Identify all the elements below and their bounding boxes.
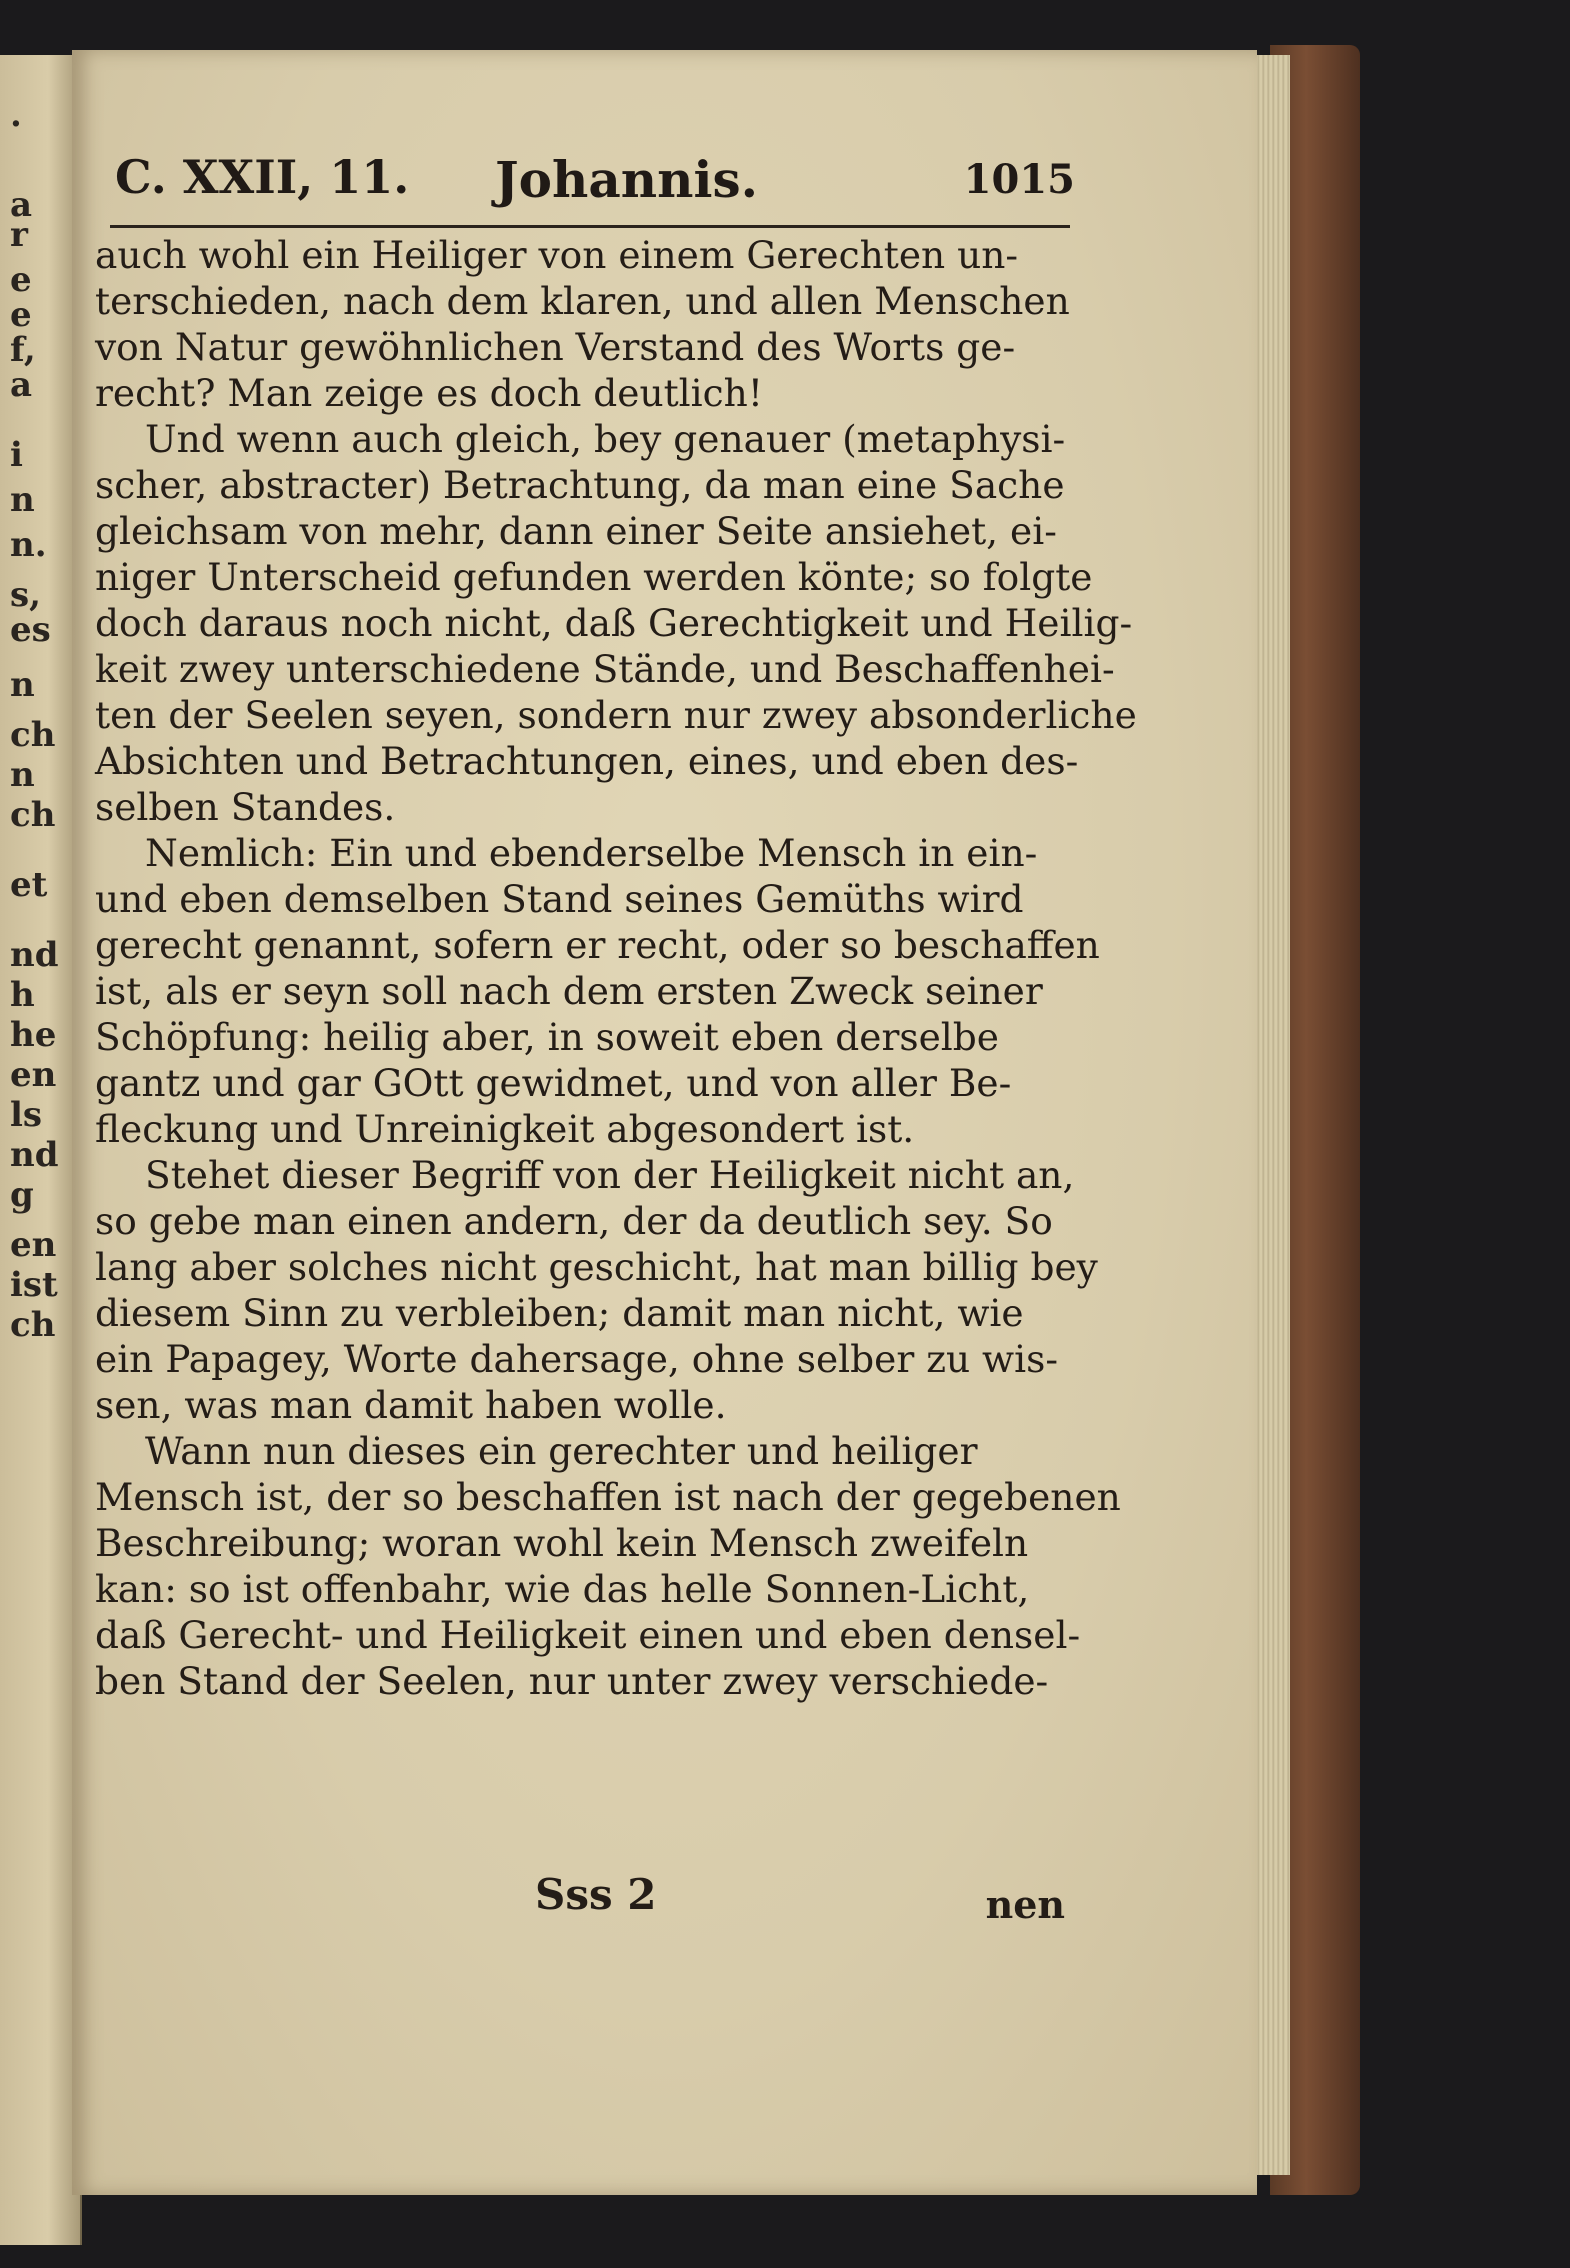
text-line: gantz und gar GOtt gewidmet, und von aller Be-	[95, 1061, 1012, 1105]
text-line: gerecht genannt, sofern er recht, oder so beschaffen	[95, 923, 1100, 967]
text-line: gleichsam von mehr, dann einer Seite ansiehet, ei-	[95, 509, 1057, 553]
facing-page-fragment: nd	[10, 935, 59, 975]
text-line: Absichten und Betrachtungen, eines, und eben des-	[95, 739, 1079, 783]
text-line: selben Standes.	[95, 785, 396, 829]
facing-page-fragment: nd	[10, 1135, 59, 1175]
text-line: scher, abstracter) Betrachtung, da man eine Sache	[95, 463, 1065, 507]
facing-page-fragment: en	[10, 1055, 57, 1095]
facing-page-fragment: n.	[10, 525, 47, 565]
text-line: so gebe man einen andern, der da deutlich sey. So	[95, 1199, 1053, 1243]
text-line: Und wenn auch gleich, bey genauer (metaphysi-	[145, 417, 1066, 461]
facing-page-fragment: ch	[10, 715, 56, 755]
text-line: sen, was man damit haben wolle.	[95, 1383, 727, 1427]
facing-page-fragment: f,	[10, 330, 36, 370]
facing-page-fragment: .	[10, 95, 22, 135]
catchword: nen	[985, 1882, 1065, 1927]
signature-mark: Sss 2	[535, 1870, 657, 1919]
running-header	[115, 150, 1075, 220]
facing-page-fragment: et	[10, 865, 48, 905]
page-number: 1015	[963, 156, 1075, 203]
running-title: Johannis.	[495, 150, 759, 209]
text-line: Beschreibung; woran wohl kein Mensch zweifeln	[95, 1521, 1029, 1565]
text-line: Mensch ist, der so beschaffen ist nach der gegebenen	[95, 1475, 1121, 1519]
page-footer	[95, 1870, 1065, 1930]
facing-page-fragment: ist	[10, 1265, 58, 1305]
facing-page-fragment: e	[10, 260, 32, 300]
facing-page-fragment: n	[10, 755, 35, 795]
facing-page-fragment: ls	[10, 1095, 43, 1135]
text-line: lang aber solches nicht geschicht, hat man billig bey	[95, 1245, 1098, 1289]
text-line: von Natur gewöhnlichen Verstand des Worts ge-	[95, 325, 1016, 369]
text-line: kan: so ist offenbahr, wie das helle Sonnen-Licht,	[95, 1567, 1030, 1611]
facing-page-fragment: n	[10, 480, 35, 520]
text-line: daß Gerecht- und Heiligkeit einen und eben densel-	[95, 1613, 1081, 1657]
facing-page-fragment: e	[10, 295, 32, 335]
facing-page-fragment: s,	[10, 575, 41, 615]
facing-page-fragment: ch	[10, 1305, 56, 1345]
text-line: ein Papagey, Worte dahersage, ohne selber zu wis-	[95, 1337, 1059, 1381]
text-line: ben Stand der Seelen, nur unter zwey verschiede-	[95, 1659, 1049, 1703]
text-line: keit zwey unterschiedene Stände, und Beschaffenhei-	[95, 647, 1115, 691]
body-text	[95, 232, 1137, 1704]
facing-page-fragment: a	[10, 185, 33, 225]
facing-page-fragment: ch	[10, 795, 56, 835]
text-line: terschieden, nach dem klaren, und allen Menschen	[95, 279, 1070, 323]
facing-page-fragment: n	[10, 665, 35, 705]
facing-page-fragment: he	[10, 1015, 57, 1055]
chapter-verse-ref: C. XXII, 11.	[115, 150, 410, 204]
text-line: Schöpfung: heilig aber, in soweit eben derselbe	[95, 1015, 999, 1059]
text-line: niger Unterscheid gefunden werden könte; so folgte	[95, 555, 1093, 599]
text-line: Nemlich: Ein und ebenderselbe Mensch in ein-	[145, 831, 1038, 875]
text-line: auch wohl ein Heiliger von einem Gerechten un-	[95, 233, 1019, 277]
facing-page-fragment: en	[10, 1225, 57, 1265]
text-line: doch daraus noch nicht, daß Gerechtigkeit und Heilig-	[95, 601, 1133, 645]
text-line: ten der Seelen seyen, sondern nur zwey absonderliche	[95, 693, 1137, 737]
facing-page-fragment: r	[10, 215, 28, 255]
facing-page-fragment: es	[10, 610, 51, 650]
text-line: und eben demselben Stand seines Gemüths wird	[95, 877, 1024, 921]
text-line: recht? Man zeige es doch deutlich!	[95, 371, 763, 415]
facing-page-fragment: h	[10, 975, 35, 1015]
header-rule	[110, 225, 1070, 228]
facing-page-fragment: a	[10, 365, 33, 405]
text-line: diesem Sinn zu verbleiben; damit man nicht, wie	[95, 1291, 1024, 1335]
text-line: ist, als er seyn soll nach dem ersten Zweck seiner	[95, 969, 1043, 1013]
facing-page-fragment: g	[10, 1175, 34, 1215]
facing-page-edge	[0, 55, 82, 2245]
text-line: Wann nun dieses ein gerechter und heiliger	[145, 1429, 978, 1473]
facing-page-fragment: i	[10, 435, 23, 475]
text-line: Stehet dieser Begriff von der Heiligkeit nicht an,	[145, 1153, 1075, 1197]
text-line: fleckung und Unreinigkeit abgesondert ist.	[95, 1107, 915, 1151]
